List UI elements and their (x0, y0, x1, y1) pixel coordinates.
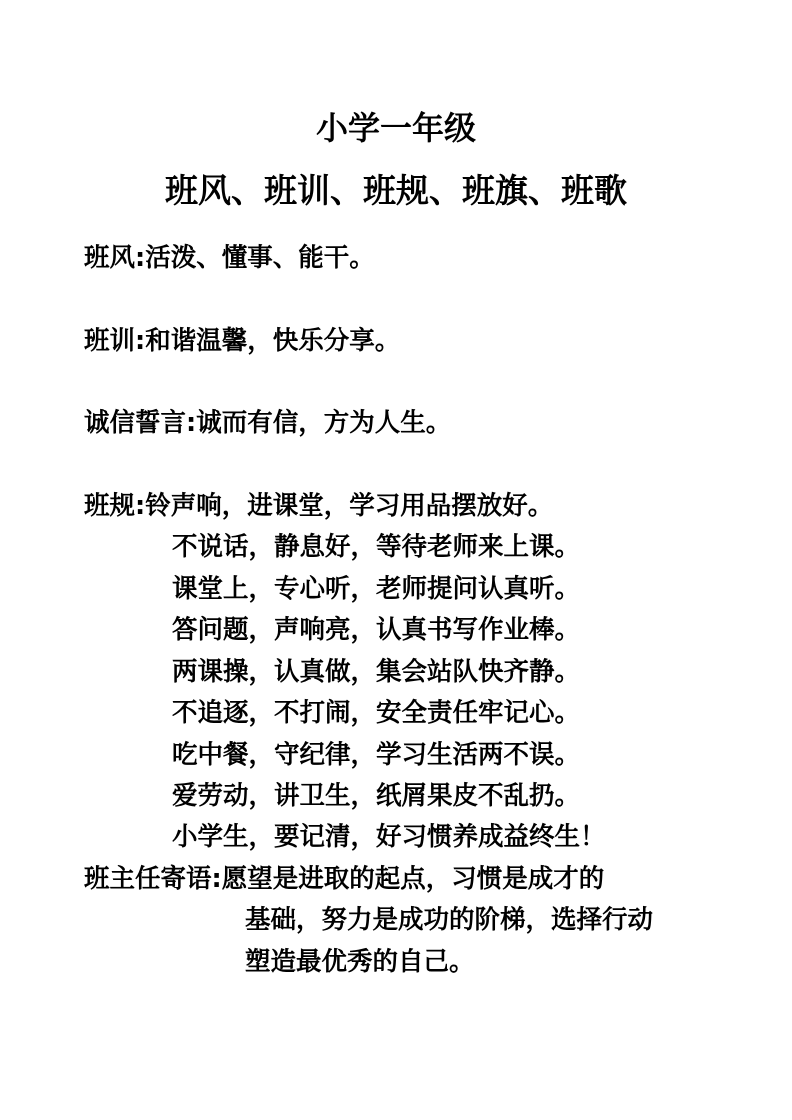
banxun-text: 和谐温馨，快乐分享。 (145, 326, 401, 356)
banfeng-text: 活泼、懂事、能干。 (145, 243, 375, 273)
bangui-line-7: 吃中餐，守纪律，学习生活两不误。 (172, 740, 581, 770)
banzhuren-line-2: 基础，努力是成功的阶梯，选择行动 (245, 905, 654, 935)
document-subtitle: 班风、班训、班规、班旗、班歌 (165, 171, 627, 210)
bangui-line-4: 答问题，声响亮，认真书写作业棒。 (172, 615, 581, 645)
bangui-label: 班规: (84, 491, 146, 521)
banzhuren-line-3: 塑造最优秀的自己。 (245, 947, 475, 977)
bangui-line-3: 课堂上，专心听，老师提问认真听。 (172, 574, 581, 604)
bangui-line-2: 不说话，静息好，等待老师来上课。 (172, 532, 581, 562)
bangui-line-1 (84, 489, 553, 523)
chengxin-label: 诚信誓言: (84, 408, 197, 438)
banzhuren-text-1: 愿望是进取的起点，习惯是成才的 (221, 864, 605, 894)
document-title: 小学一年级 (315, 109, 476, 147)
banxun-line (84, 324, 400, 358)
bangui-text-1: 铃声响，进课堂，学习用品摆放好。 (145, 491, 554, 521)
bangui-line-6: 不追逐，不打闹，安全责任牢记心。 (172, 698, 581, 728)
chengxin-text: 诚而有信，方为人生。 (196, 408, 452, 438)
banzhuren-label: 班主任寄语: (84, 864, 222, 894)
banxun-label: 班训: (84, 326, 146, 356)
banfeng-line (84, 241, 375, 275)
bangui-line-8: 爱劳动，讲卫生，纸屑果皮不乱扔。 (172, 781, 581, 811)
bangui-line-9: 小学生，要记清，好习惯养成益终生！ (172, 822, 606, 852)
chengxin-line (84, 406, 451, 440)
banzhuren-line-1 (84, 862, 604, 896)
banfeng-label: 班风: (84, 243, 146, 273)
bangui-line-5: 两课操，认真做，集会站队快齐静。 (172, 657, 581, 687)
